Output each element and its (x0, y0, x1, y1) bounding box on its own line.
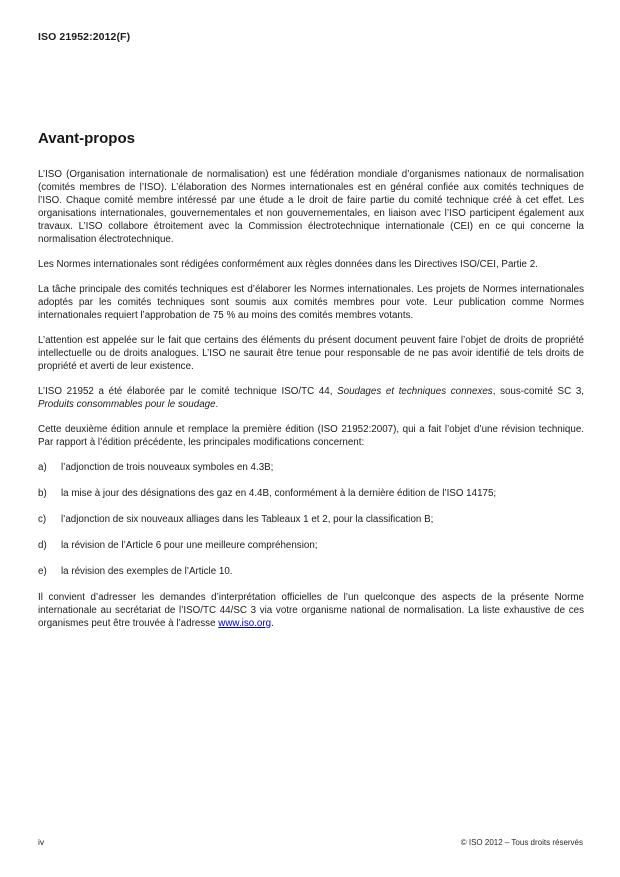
list-item-label: b) (38, 488, 47, 499)
text-run: , sous-comité SC 3, (492, 386, 585, 397)
list-item-e (38, 565, 584, 578)
modifications-list (38, 461, 584, 578)
text-run: . (271, 618, 274, 629)
document-header (38, 31, 130, 43)
paragraph-comite-elaboration (38, 385, 584, 411)
text-run: L’ISO 21952 a été élaborée par le comité technique ISO/TC 44, (38, 386, 338, 397)
paragraph-deuxieme-edition: Cette deuxième édition annule et remplace la première édition (ISO 21952:2007), qui a fait l’objet d’une révision technique. Par rapport à l’édition précédente, les principales modifications concernent: (38, 424, 584, 448)
list-item-label: a) (38, 462, 47, 473)
paragraph-directives: Les Normes internationales sont rédigées conformément aux règles données dans les Directives ISO/CEI, Partie 2. (38, 259, 538, 270)
list-item-text: la révision de l’Article 6 pour une meilleure compréhension; (61, 540, 318, 551)
iso-website-link[interactable]: www.iso.org (218, 618, 272, 629)
list-item-text: l’adjonction de six nouveaux alliages dans les Tableaux 1 et 2, pour la classification B; (61, 514, 434, 525)
page-number: iv (38, 837, 45, 847)
list-item-c (38, 513, 584, 526)
committee-name-italic: Soudages et techniques connexes (337, 386, 493, 397)
list-item-b (38, 487, 584, 500)
document-footer (38, 837, 583, 847)
section-title: Avant-propos (38, 130, 135, 147)
copyright-notice: © ISO 2012 – Tous droits réservés (460, 838, 583, 847)
text-run: Il convient d’adresser les demandes d’interprétation officielles de l’un quelconque des aspects de la présente Norme internationale au secrétariat de l’ISO/TC 44/SC 3 via votre organisme national de normalisation. La liste exhaustive de ces organismes peut être trouvée à l’adresse (38, 592, 584, 629)
paragraph-interpretation (38, 591, 584, 630)
list-item-text: l’adjonction de trois nouveaux symboles en 4.3B; (61, 462, 274, 473)
list-item-d (38, 539, 584, 552)
paragraph-comites-techniques: La tâche principale des comités techniques est d’élaborer les Normes internationales. Les projets de Normes internationales adoptés par les comités techniques sont soumis aux comités membres pour vote. Leur publication comme Normes internationales requiert l’approbation de 75 % au moins des comités membres votants. (38, 284, 584, 321)
list-item-label: d) (38, 540, 47, 551)
foreword-section (38, 130, 584, 642)
list-item-a (38, 461, 584, 474)
paragraph-iso-federation: L’ISO (Organisation internationale de normalisation) est une fédération mondiale d’organismes nationaux de normalisation (comités membres de l’ISO). L’élaboration des Normes internationales est en général confiée aux comités techniques de l’ISO. Chaque comité membre intéressé par une étude a le droit de faire partie du comité technique créé à cet effet. Les organisations internationales, gouvernementales et non gouvernementales, en liaison avec l’ISO participent également aux travaux. L’ISO collabore étroitement avec la Commission électrotechnique internationale (CEI) en ce qui concerne la normalisation électrotechnique. (38, 169, 584, 245)
list-item-text: la révision des exemples de l’Article 10. (61, 566, 233, 577)
text-run: . (215, 399, 219, 410)
doc-reference: ISO 21952:2012(F) (38, 31, 131, 43)
list-item-label: e) (38, 566, 47, 577)
paragraph-propriete-intellectuelle: L’attention est appelée sur le fait que certains des éléments du présent document peuvent faire l’objet de droits de propriété intellectuelle ou de droits analogues. L’ISO ne saurait être tenue pour responsable de ne pas avoir identifié de tels droits de propriété et averti de leur existence. (38, 335, 584, 372)
list-item-text: la mise à jour des désignations des gaz en 4.4B, conformément à la dernière édition de l’ISO 14175; (61, 488, 497, 499)
list-item-label: c) (38, 514, 47, 525)
subcommittee-name-italic: Produits consommables pour le soudage (38, 399, 216, 410)
